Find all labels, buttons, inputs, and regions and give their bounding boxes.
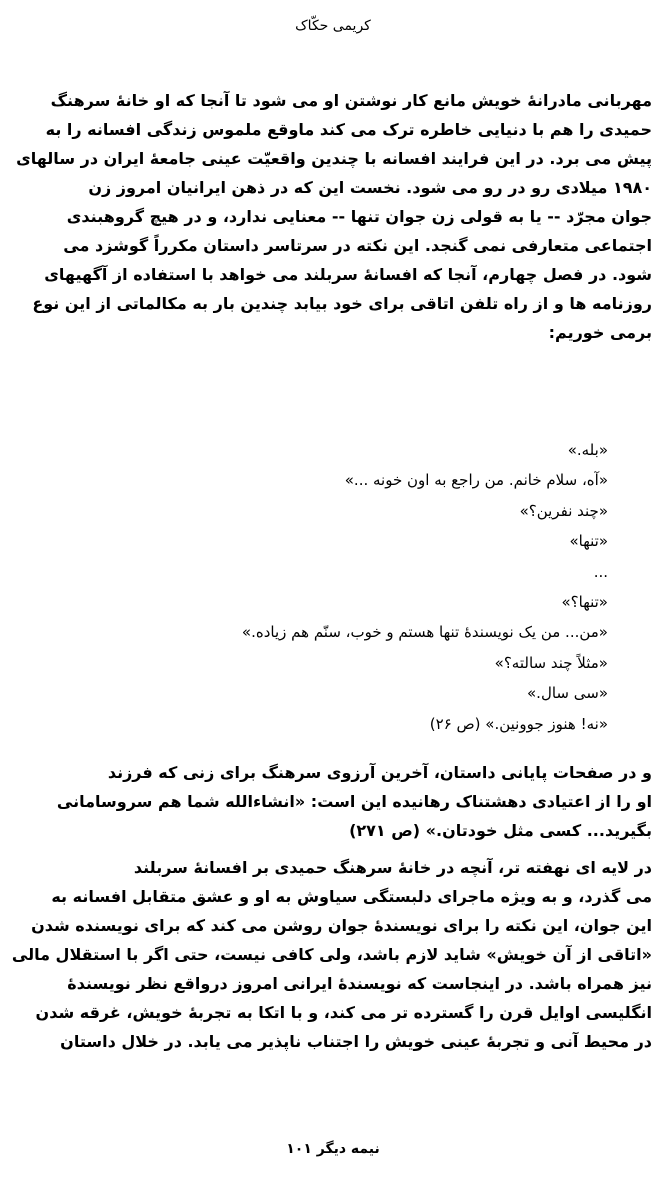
text-line: در لایه ای نهفته تر، آنچه در خانهٔ سرهنگ حمیدی بر افسانهٔ سربلند xyxy=(133,858,652,877)
text-line: روزنامه ها و از راه تلفن اتاقی برای خود بیابد چندین بار به مکالماتی از این نوع xyxy=(32,294,652,313)
dialogue-line: ... xyxy=(593,562,608,581)
text-line: ۱۹۸۰ میلادی رو در رو می شود. نخست این که در ذهن ایرانیان امروز زن xyxy=(88,178,652,197)
dialogue-line: «نه! هنوز جوونین.» (ص ۲۶) xyxy=(429,714,608,733)
dialogue-line: «آه، سلام خانم. من راجع به اون خونه ...» xyxy=(344,471,608,490)
dialogue-block xyxy=(48,435,608,739)
text-line: برمی خوریم: xyxy=(548,323,652,342)
dialogue-line: «چند نفرین؟» xyxy=(519,501,608,520)
text-line: بگیرید... کسی مثل خودتان.» (ص ۲۷۱) xyxy=(349,821,652,840)
text-line: «اتاقی از آن خویش» شاید لازم باشد، ولی کافی نیست، حتی اگر با استقلال مالی xyxy=(12,945,652,964)
text-line: پیش می برد. در این فرایند افسانه با چندین واقعیّت عینی جامعهٔ ایران در سالهای xyxy=(16,149,652,168)
text-line: حمیدی را هم با دنیایی خاطره ترک می کند ماوقع ملموس زندگی افسانه را به xyxy=(45,120,652,139)
paragraph-3 xyxy=(12,853,652,1056)
text-line: اجتماعی متعارفی نمی گنجد. این نکته در سرتاسر داستان مکرراً گوشزد می xyxy=(63,236,652,255)
dialogue-line: «تنها؟» xyxy=(561,593,608,612)
page-footer: نیمه دیگر ۱۰۱ xyxy=(286,1141,380,1157)
text-line: شود. در فصل چهارم، آنجا که افسانهٔ سربلند می خواهد با استفاده از آگهیهای xyxy=(44,265,652,284)
text-line: این جوان، این نکته را برای نویسندهٔ جوان روشن می کند که برای نویسنده شدن xyxy=(31,916,652,935)
paragraph-2 xyxy=(12,758,652,845)
text-line: انگلیسی اوایل قرن را گسترده تر می کند، و با اتکا به تجربهٔ خویش، غرقه شدن xyxy=(35,1003,652,1022)
paragraph-1 xyxy=(12,86,652,347)
dialogue-line: «سی سال.» xyxy=(527,684,608,703)
text-line: نیز همراه باشد. در اینجاست که نویسندهٔ ایرانی امروز درواقع نظر نویسندهٔ xyxy=(67,974,652,993)
dialogue-line: «مثلاً چند سالته؟» xyxy=(494,653,608,672)
text-line: در محیط آنی و تجربهٔ عینی خویش را اجتناب ناپذیر می یابد. در خلال داستان xyxy=(60,1032,652,1051)
text-line: و در صفحات پایانی داستان، آخرین آرزوی سرهنگ برای زنی که فرزند xyxy=(107,763,652,782)
dialogue-line: «تنها» xyxy=(569,532,608,551)
text-line: او را از اعتیادی دهشتناک رهانیده این است: «انشاءالله شما هم سروسامانی xyxy=(56,792,652,811)
dialogue-line: «بله.» xyxy=(567,441,608,459)
text-line: جوان مجرّد -- یا به قولی زن جوان تنها -- معنایی ندارد، و در هیچ گروهبندی xyxy=(66,207,652,226)
running-header: کریمی حکّاک xyxy=(295,18,371,34)
text-line: می گذرد، و به ویژه ماجرای دلبستگی سیاوش به او و عشق متقابل افسانه به xyxy=(51,887,652,906)
text-line: مهربانی مادرانهٔ خویش مانع کار نوشتن او می شود تا آنجا که او خانهٔ سرهنگ xyxy=(50,91,652,110)
dialogue-line: «من... من یک نویسندهٔ تنها هستم و خوب، سنّم هم زیاده.» xyxy=(241,623,608,642)
